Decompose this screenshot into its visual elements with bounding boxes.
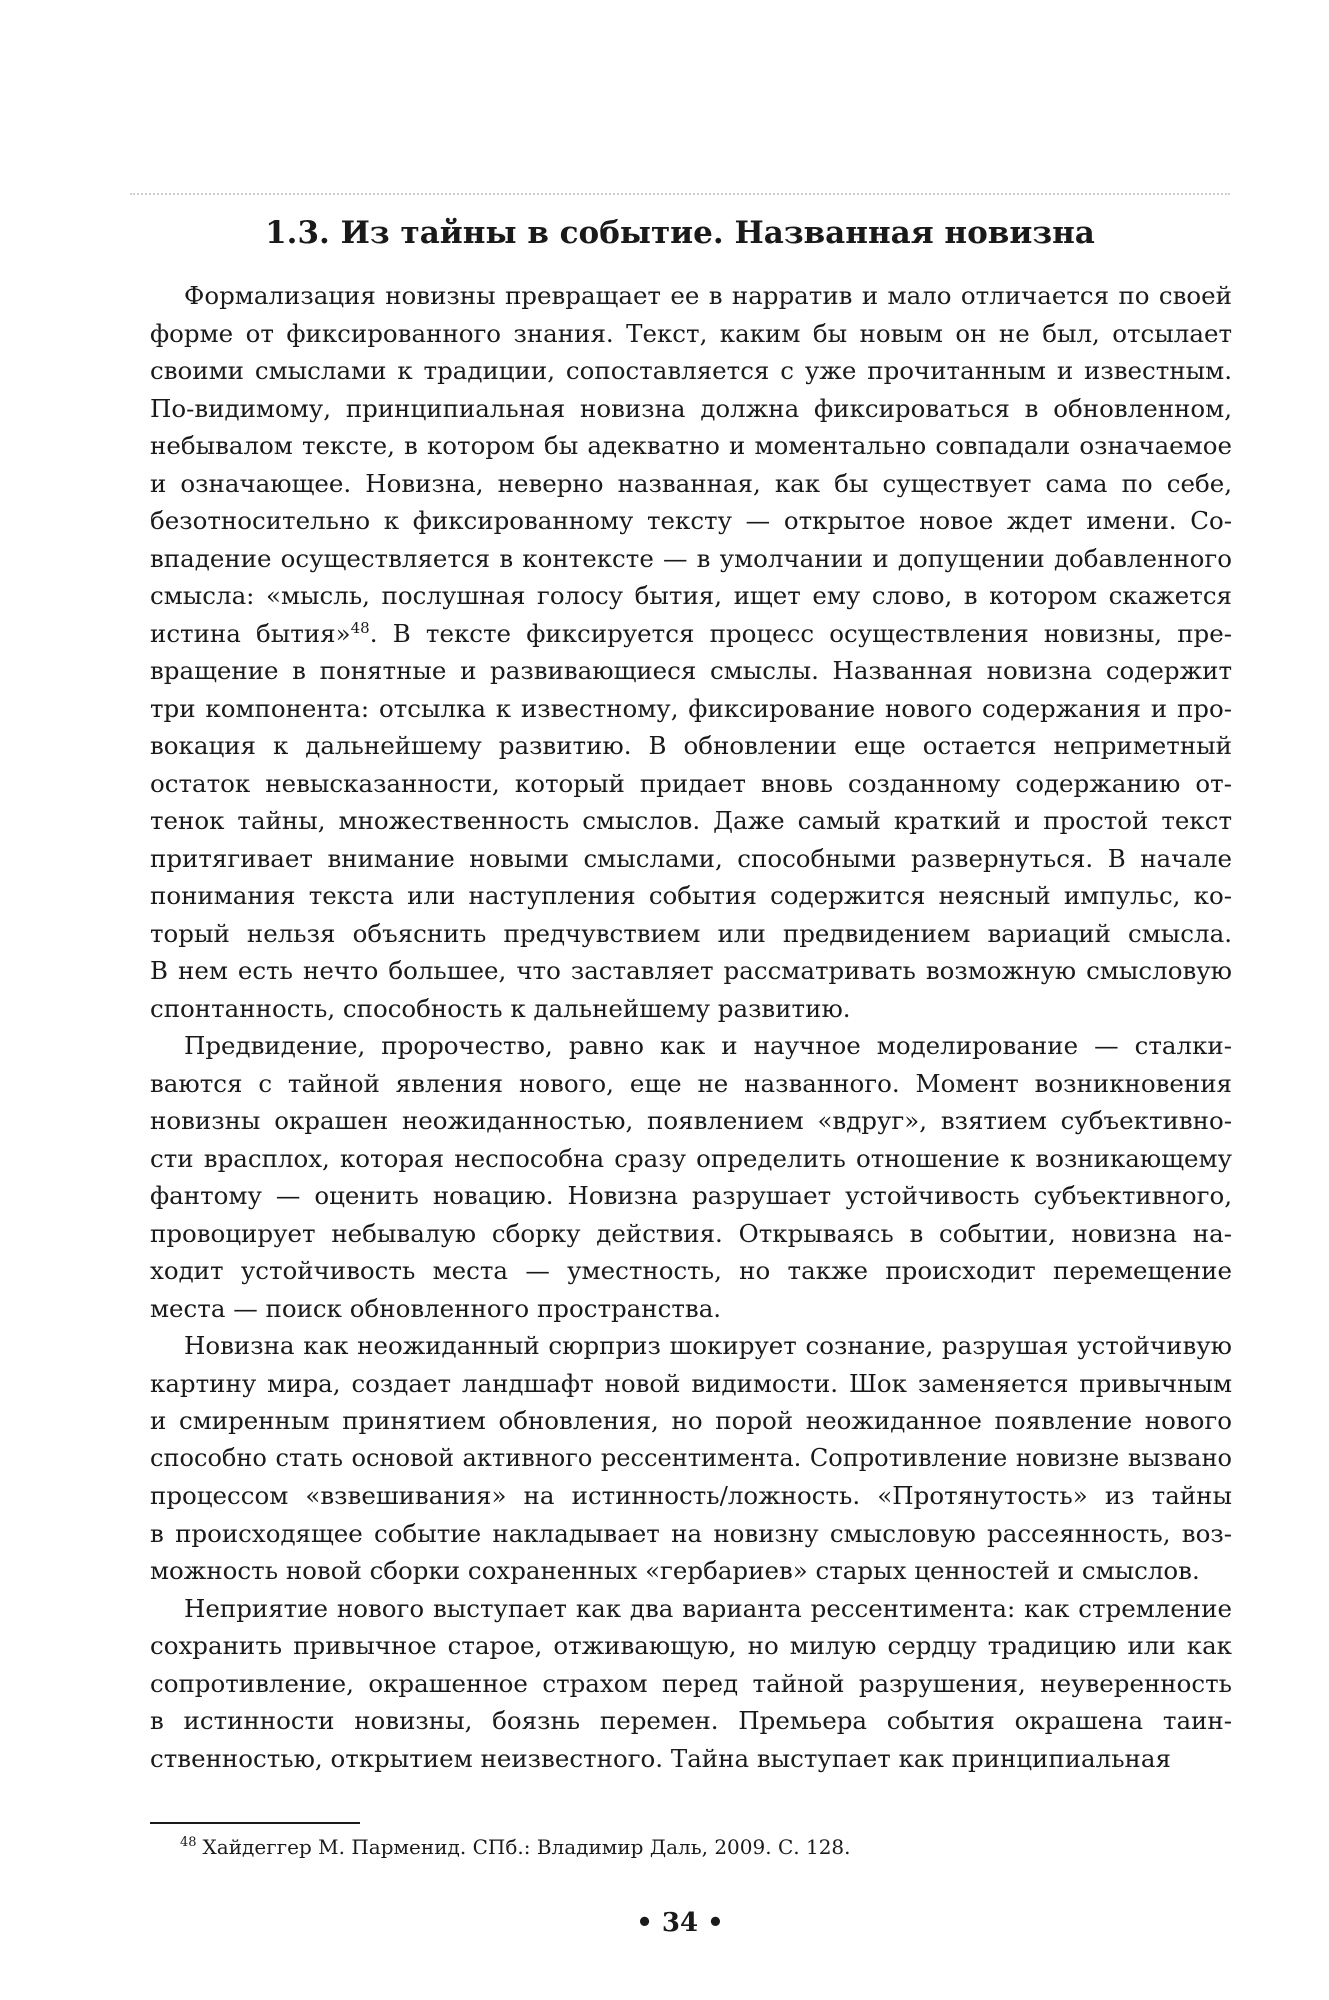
text-segment: . В тексте фиксируется процесс осуществления новизны, пре- xyxy=(369,618,1232,648)
section-title: 1.3. Из тайны в событие. Названная новизна xyxy=(265,215,1095,251)
footnote xyxy=(180,1832,1220,1862)
text-line: впадение осуществляется в контексте — в умолчании и допущении добавленного xyxy=(150,543,1232,573)
text-line: небывалом тексте, в котором бы адекватно и моментально совпадали означаемое xyxy=(150,431,1232,460)
paragraph xyxy=(150,1027,1232,1327)
text-line: Неприятие нового выступает как два варианта рессентимента: как стремление xyxy=(184,1593,1232,1623)
text-line: сохранить привычное старое, отживающую, но милую сердцу традицию или как xyxy=(150,1631,1232,1660)
text-line: три компонента: отсылка к известному, фиксирование нового содержания и про- xyxy=(150,693,1232,723)
footnote-text: Хайдеггер М. Парменид. СПб.: Владимир Даль, 2009. С. 128. xyxy=(202,1835,851,1859)
text-line: процессом «взвешивания» на истинность/ложность. «Протянутость» из тайны xyxy=(150,1481,1232,1510)
text-line: в происходящее событие накладывает на новизну смысловую рассеянность, воз- xyxy=(150,1518,1232,1548)
text-line: спонтанность, способность к дальнейшему развитию. xyxy=(150,993,851,1023)
text-line: притягивает внимание новыми смыслами, способными развернуться. В начале xyxy=(150,843,1232,873)
text-line: смысла: «мысль, послушная голосу бытия, ищет ему слово, в котором скажется xyxy=(150,581,1232,610)
text-line: новизны окрашен неожиданностью, появлением «вдруг», взятием субъективно- xyxy=(150,1106,1232,1135)
text-line: понимания текста или наступления события содержится неясный импульс, ко- xyxy=(150,881,1232,910)
text-line: безотносительно к фиксированному тексту — открытое новое ждет имени. Со- xyxy=(150,506,1232,535)
text-line: ственностью, открытием неизвестного. Тайна выступает как принципиальная xyxy=(150,1743,1171,1773)
text-line: фантому — оценить новацию. Новизна разрушает устойчивость субъективного, xyxy=(150,1181,1232,1210)
paragraph xyxy=(150,1327,1232,1590)
text-line: вокация к дальнейшему развитию. В обновлении еще остается неприметный xyxy=(150,731,1232,760)
text-line: остаток невысказанности, который придает вновь созданному содержанию от- xyxy=(150,768,1232,798)
text-line: и означающее. Новизна, неверно названная, как бы существует сама по себе, xyxy=(150,468,1232,498)
paragraph xyxy=(150,1590,1232,1778)
text-line: форме от фиксированного знания. Текст, каким бы новым он не был, отсылает xyxy=(150,318,1232,348)
text-line: сопротивление, окрашенное страхом перед тайной разрушения, неуверенность xyxy=(150,1668,1232,1698)
text-line: картину мира, создает ландшафт новой видимости. Шок заменяется привычным xyxy=(150,1368,1232,1398)
text-line-with-footnote-ref xyxy=(150,615,1232,653)
page-number: • 34 • xyxy=(636,1908,724,1938)
footnote-divider xyxy=(150,1822,360,1824)
body-text xyxy=(150,277,1232,1777)
text-line: тенок тайны, множественность смыслов. Даже самый краткий и простой текст xyxy=(150,806,1232,835)
text-line: в истинности новизны, боязнь перемен. Премьера события окрашена таин- xyxy=(150,1706,1232,1735)
top-divider xyxy=(130,193,1230,195)
text-line: места — поиск обновленного пространства. xyxy=(150,1293,722,1323)
footnote-reference[interactable]: 48 xyxy=(350,618,370,637)
text-line: вращение в понятные и развивающиеся смыслы. Названная новизна содержит xyxy=(150,656,1232,685)
text-line: и смиренным принятием обновления, но порой неожиданное появление нового xyxy=(150,1406,1232,1435)
text-line: провоцирует небывалую сборку действия. Открываясь в событии, новизна на- xyxy=(150,1218,1232,1248)
text-line: По-видимому, принципиальная новизна должна фиксироваться в обновленном, xyxy=(150,393,1232,423)
text-line: ваются с тайной явления нового, еще не названного. Момент возникновения xyxy=(150,1068,1232,1098)
text-line: ходит устойчивость места — уместность, но также происходит перемещение xyxy=(150,1256,1232,1285)
text-line: сти врасплох, которая неспособна сразу определить отношение к возникающему xyxy=(150,1143,1232,1173)
text-line: Новизна как неожиданный сюрприз шокирует сознание, разрушая устойчивую xyxy=(184,1331,1232,1360)
text-line: способно стать основой активного рессентимента. Сопротивление новизне вызвано xyxy=(150,1443,1232,1472)
paragraph xyxy=(150,277,1232,1027)
text-segment: истина бытия» xyxy=(150,618,351,648)
text-line: своими смыслами к традиции, сопоставляется с уже прочитанным и известным. xyxy=(150,356,1232,385)
text-line: Формализация новизны превращает ее в нарратив и мало отличается по своей xyxy=(184,281,1232,310)
text-line: торый нельзя объяснить предчувствием или предвидением вариаций смысла. xyxy=(150,918,1232,948)
text-line: Предвидение, пророчество, равно как и научное моделирование — сталки- xyxy=(184,1031,1232,1060)
footnote-number: 48 xyxy=(180,1835,197,1851)
text-line: В нем есть нечто большее, что заставляет рассматривать возможную смысловую xyxy=(150,956,1232,985)
text-line: можность новой сборки сохраненных «гербариев» старых ценностей и смыслов. xyxy=(150,1556,1200,1585)
